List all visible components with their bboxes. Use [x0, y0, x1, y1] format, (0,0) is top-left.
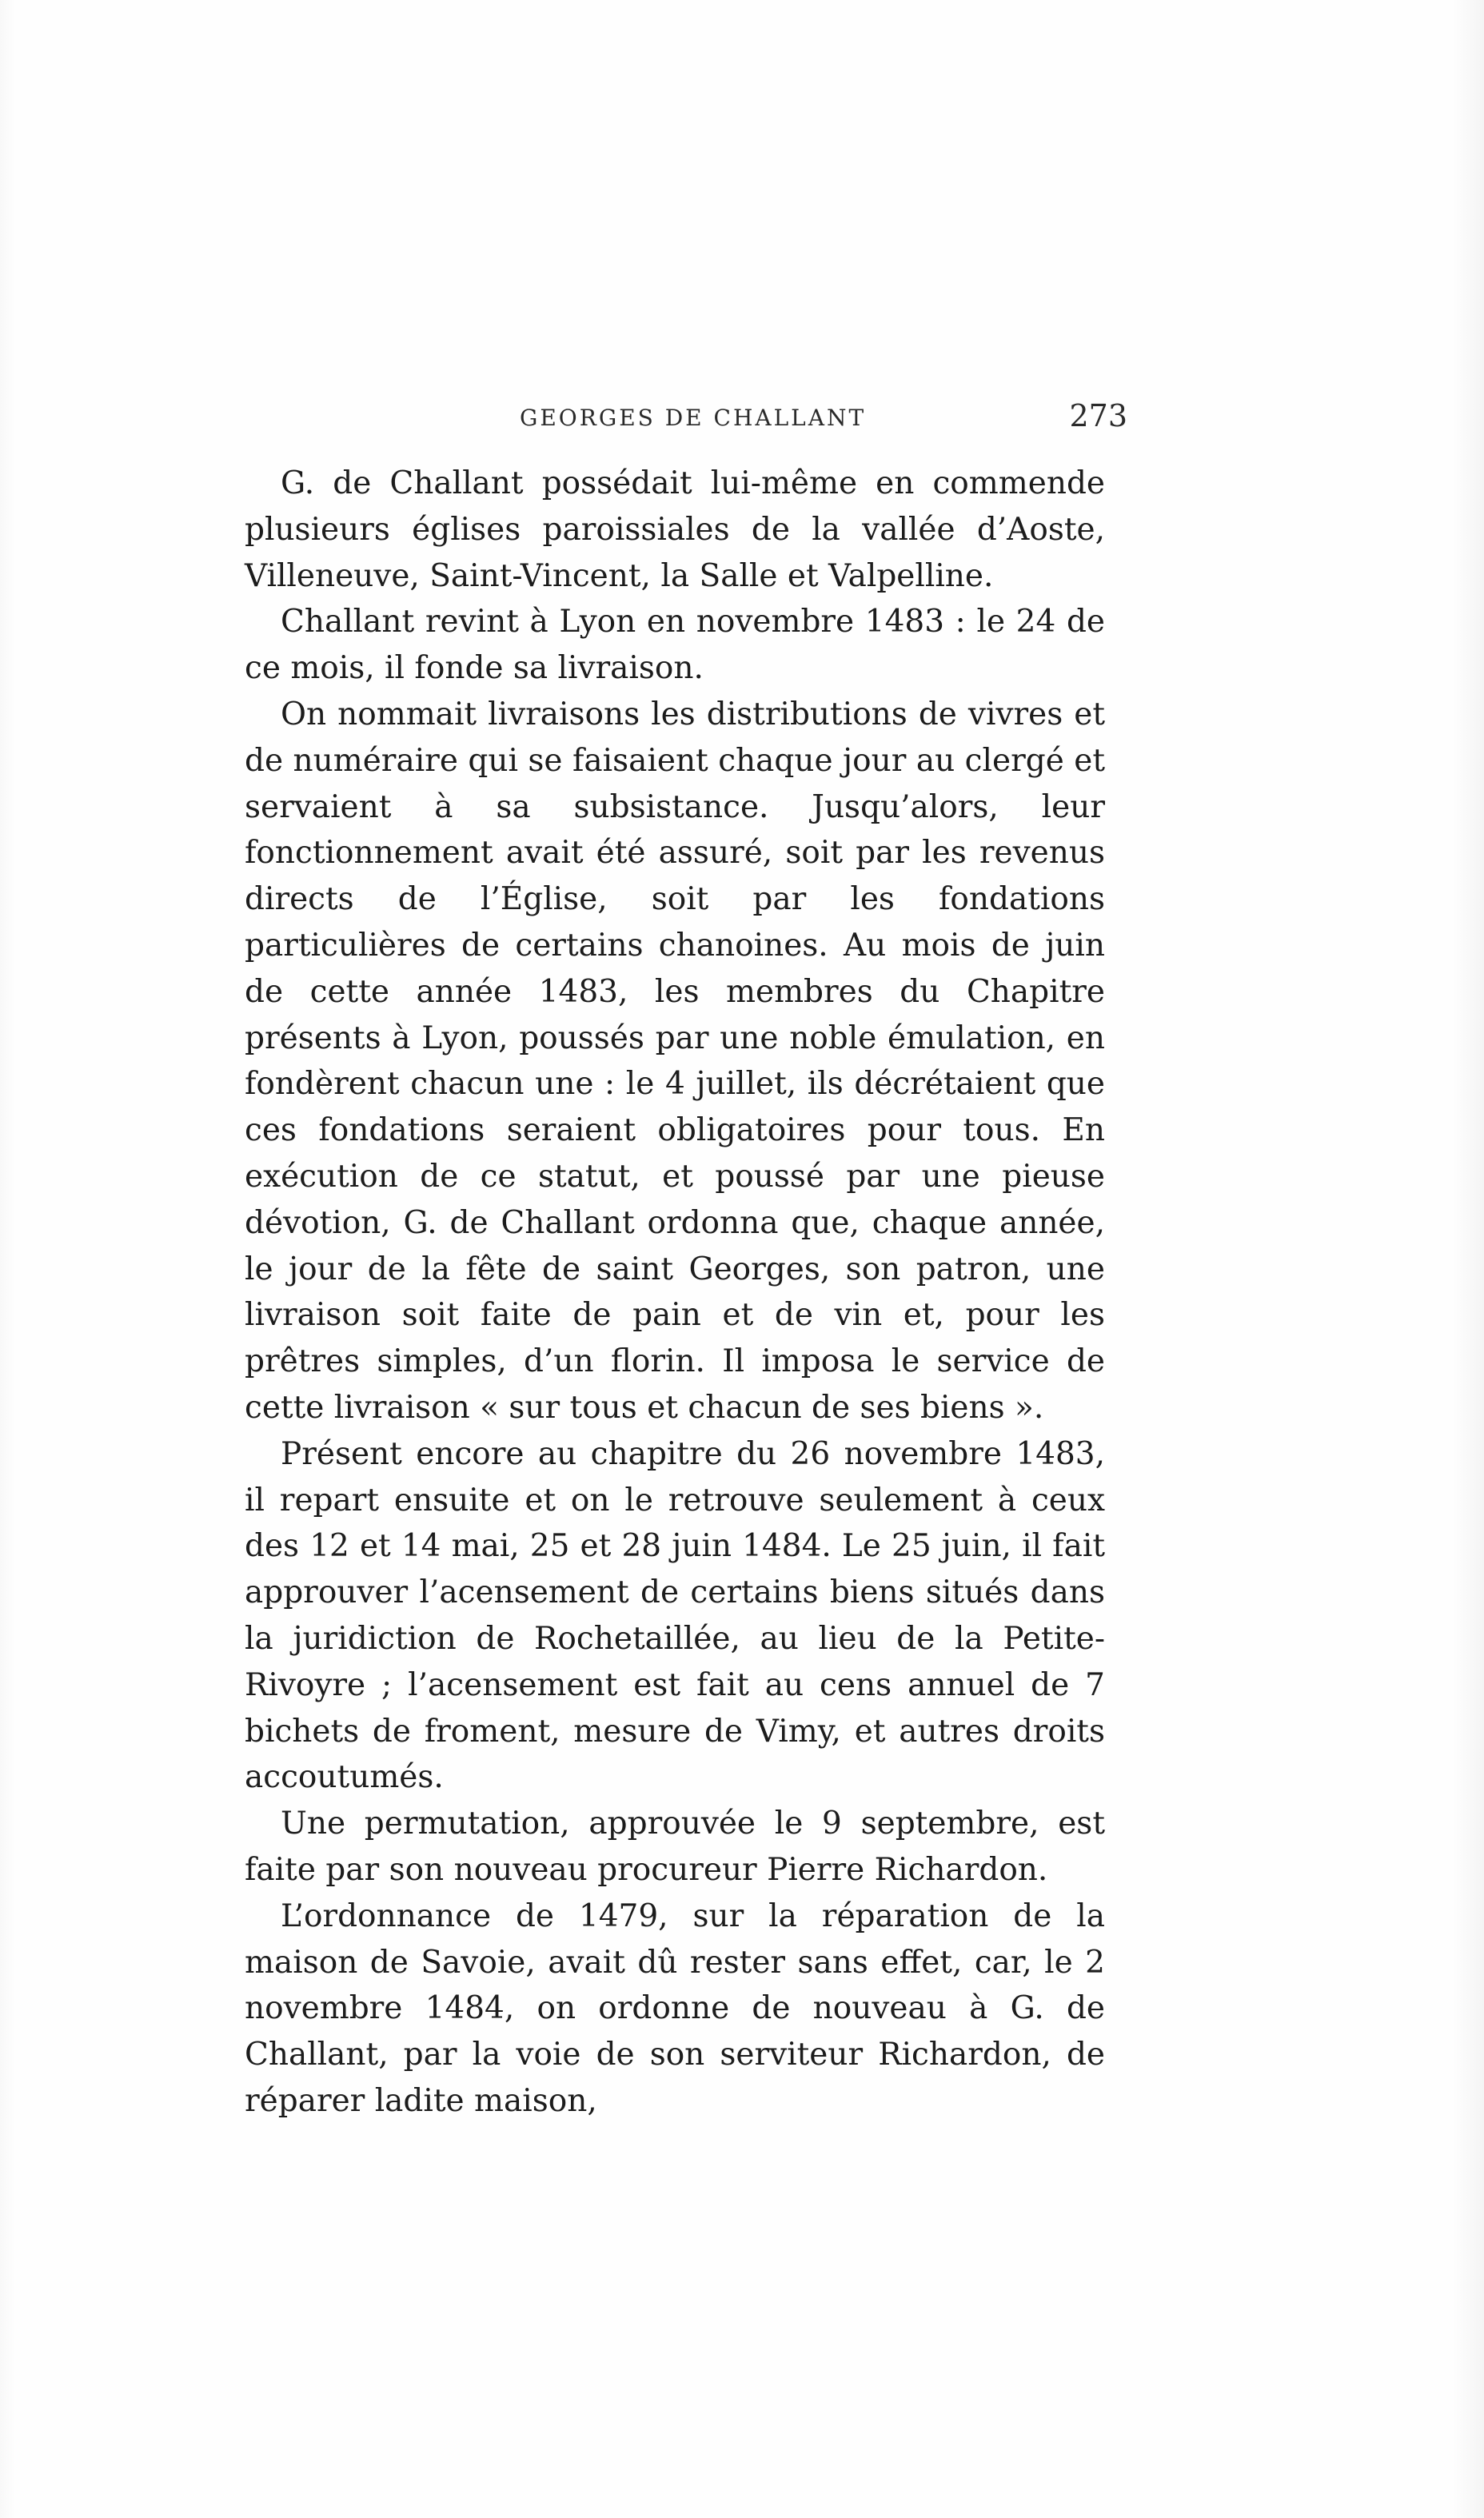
body-text — [245, 461, 1105, 2125]
paragraph-4: Présent encore au chapitre du 26 novembre 1483, il repart ensuite et on le retrouve seulement à ceux des 12 et 14 mai, 25 et 28 juin 1484. Le 25 juin, il fait approuver l’acensement de certains biens situés dans la juridiction de Rochetaillée, au lieu de la Petite-Rivoyre ; l’acensement est fait au cens annuel de 7 bichets de froment, mesure de Vimy, et autres droits accoutumés. — [245, 1435, 1105, 1796]
page-header — [240, 395, 1127, 451]
page-left-edge-shadow — [0, 0, 16, 2518]
paragraph-6: L’ordonnance de 1479, sur la réparation de la maison de Savoie, avait dû rester sans effet, car, le 2 novembre 1484, on ordonne de nouveau à G. de Challant, par la voie de son serviteur Richardon, de réparer ladite maison, — [245, 1897, 1105, 2119]
paragraph-1: G. de Challant possédait lui-même en commende plusieurs églises paroissiales de la vallée d’Aoste, Villeneuve, Saint-Vincent, la Salle et Valpelline. — [245, 465, 1105, 594]
page-right-edge-shadow — [1452, 0, 1484, 2518]
page-number: 273 — [1069, 398, 1127, 433]
paragraph-2: Challant revint à Lyon en novembre 1483 : le 24 de ce mois, il fonde sa livraison. — [245, 604, 1105, 687]
paragraph-3: On nommait livraisons les distributions de vivres et de numéraire qui se faisaient chaque jour au clergé et servaient à sa subsistance. Jusqu’alors, leur fonctionnement avait été assuré, soit par les revenus directs de l’Église, soit par les fondations particulières de certains chanoines. Au mois de juin de cette année 1483, les membres du Chapitre présents à Lyon, poussés par une noble émulation, en fondèrent chacun une : le 4 juillet, ils décrétaient que ces fondations seraient obligatoires pour tous. En exécution de ce statut, et poussé par une pieuse dévotion, G. de Challant ordonna que, chaque année, le jour de la fête de saint Georges, son patron, une livraison soit faite de pain et de vin et, pour les prêtres simples, d’un florin. Il imposa le service de cette livraison « sur tous et chacun de ses biens ». — [245, 696, 1105, 1426]
paragraph-5: Une permutation, approuvée le 9 septembre, est faite par son nouveau procureur Pierre Richardon. — [245, 1806, 1105, 1888]
running-title: GEORGES DE CHALLANT — [520, 405, 867, 431]
